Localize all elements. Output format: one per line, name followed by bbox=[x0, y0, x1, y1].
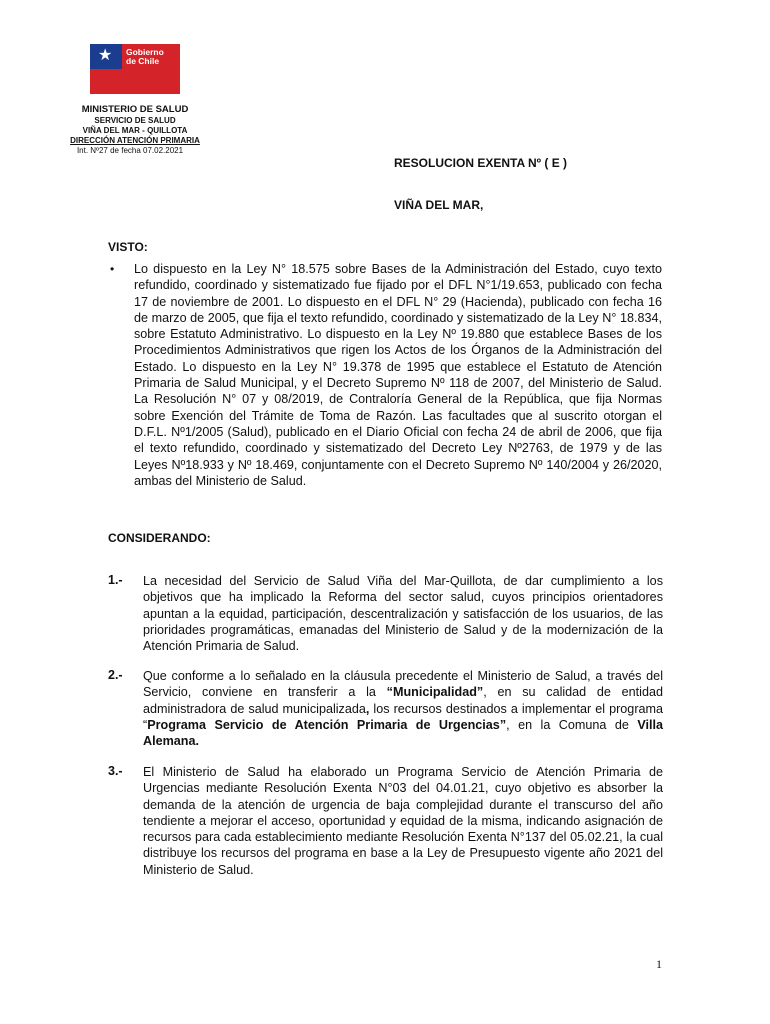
visto-heading: VISTO: bbox=[108, 240, 148, 254]
logo-red-block bbox=[90, 69, 122, 94]
direction-name: DIRECCIÓN ATENCIÓN PRIMARIA bbox=[70, 136, 200, 145]
logo-text-line2: de Chile bbox=[126, 56, 160, 66]
gobierno-de-chile-logo bbox=[90, 44, 180, 94]
star-icon: ★ bbox=[98, 47, 113, 64]
internal-reference: Int. Nº27 de fecha 07.02.2021 bbox=[76, 146, 184, 155]
considerando-paragraph-3: El Ministerio de Salud ha elaborado un Programa Servicio de Atención Primaria de Urgencias mediante Resolución Exenta N°03 del 04.01.21, cuyo objetivo es absorber la demanda de la atención de urgencia de baja complejidad durante el transcurso del año tendiente a mejorar el acceso, oportunidad y equidad de la misma, indicando asignación de recursos para cada establecimiento mediante Resolución Exenta N°137 del 05.02.21, la cual distribuye los recursos del programa en base a la Ley de Presupuesto vigente año 2021 del Ministerio de Salud. bbox=[143, 765, 663, 877]
p2-bold-programa: Programa Servicio de Atención Primaria de Urgencias” bbox=[147, 717, 507, 732]
ministry-name: MINISTERIO DE SALUD bbox=[81, 104, 189, 115]
service-name: SERVICIO DE SALUD bbox=[94, 116, 176, 125]
p2-text-b: , en su calidad de entidad administradora de salud municipalizada bbox=[143, 685, 663, 716]
considerando-paragraph-2 bbox=[143, 668, 663, 749]
visto-paragraph: Lo dispuesto en la Ley N° 18.575 sobre Bases de la Administración del Estado, cuyo texto refundido, coordinado y sistematizado fue fijado por el DFL N°1/19.653, publicado con fecha 17 de noviembre de 2001. Lo dispuesto en el DFL N° 29 (Hacienda), publicado con fecha 16 de marzo de 2005, que fija el texto refundido, coordinado y sistematizado de la Ley N° 18.834, sobre Estatuto Administrativo. Lo dispuesto en la Ley Nº 19.880 que establece Bases de los Procedimientos Administrativos que rigen los Actos de los Órganos de la Administración del Estado. Lo dispuesto en la Ley N° 19.378 de 1995 que establece el Estatuto de Atención Primaria de Salud Municipal, y el Decreto Supremo Nº 118 de 2007, del Ministerio de Salud. La Resolución N° 07 y 08/2019, de Contraloría General de la República, que fija Normas sobre Exención del Trámite de Toma de Razón. Las facultades que al suscrito otorgan el D.F.L. Nº1/2005 (Salud), publicado en el Diario Oficial con fecha 24 de abril de 2006, que fija el texto refundido, coordinado y sistematizado del Decreto Ley Nº2763, de 1979 y de las Leyes Nº18.933 y Nº 18.469, conjuntamente con el Decreto Supremo Nº 140/2004 y 26/2020, ambas del Ministerio de Salud. bbox=[134, 262, 662, 488]
p2-bold-municipalidad: “Municipalidad” bbox=[386, 685, 484, 700]
logo-blue-block bbox=[90, 44, 122, 69]
region-name: VIÑA DEL MAR - QUILLOTA bbox=[82, 126, 188, 135]
p2-bold-comuna: Villa Alemana. bbox=[143, 717, 663, 749]
page-number: 1 bbox=[656, 957, 662, 971]
resolution-title: RESOLUCION EXENTA Nº ( E ) bbox=[394, 156, 568, 170]
logo-text-line1: Gobierno bbox=[126, 47, 164, 57]
item-number-1: 1.- bbox=[108, 573, 123, 587]
p2-text-c: los recursos destinados a implementar el programa “ bbox=[143, 701, 664, 732]
p2-text-a: Que conforme a lo señalado en la cláusula precedente el Ministerio de Salud, a través del Servicio, conviene en transferir a la bbox=[143, 669, 663, 700]
item-number-3: 3.- bbox=[108, 764, 123, 778]
logo-text-block bbox=[122, 44, 180, 94]
considerando-heading: CONSIDERANDO: bbox=[108, 531, 211, 545]
item-number-2: 2.- bbox=[108, 668, 123, 682]
resolution-place: VIÑA DEL MAR, bbox=[394, 198, 484, 212]
visto-bullet: • bbox=[110, 262, 115, 276]
p2-text-d: , en la Comuna de bbox=[506, 717, 638, 732]
considerando-paragraph-1: La necesidad del Servicio de Salud Viña del Mar-Quillota, de dar cumplimiento a los objetivos que ha implicado la Reforma del sector salud, cuyos principios orientadores apuntan a la equidad, participación, descentralización y satisfacción de los usuarios, de las prioridades programáticas, emanadas del Ministerio de Salud y de la modernización de la Atención Primaria de Salud. bbox=[143, 574, 663, 654]
p2-bold-comma: , bbox=[365, 701, 370, 716]
